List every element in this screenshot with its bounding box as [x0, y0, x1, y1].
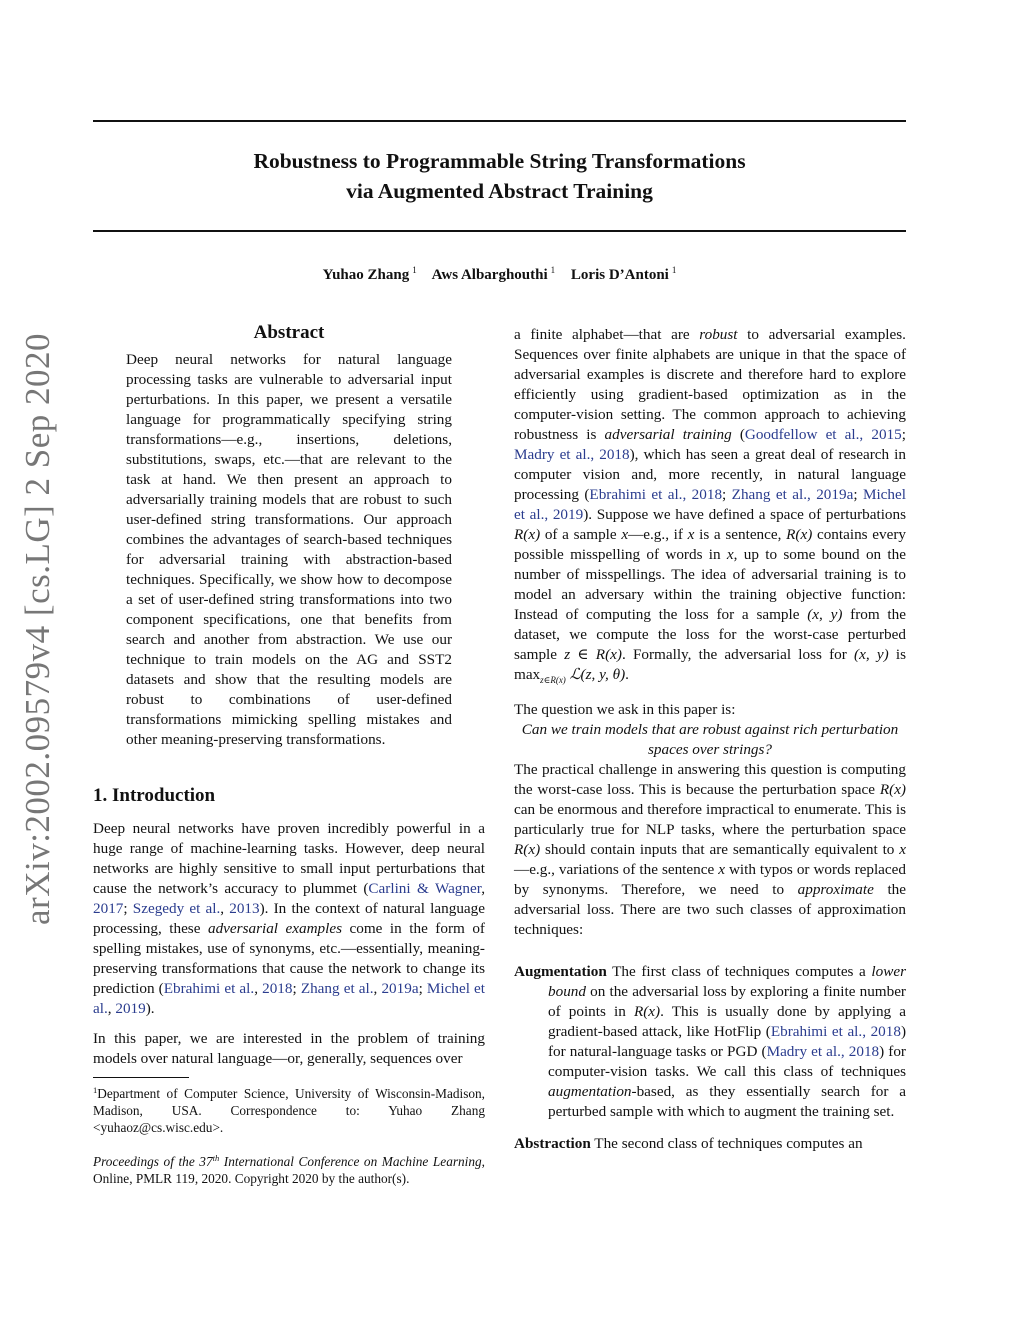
section-heading-introduction: 1. Introduction — [93, 785, 216, 806]
title-rule-top — [93, 120, 906, 122]
citation-link[interactable]: Zhang et al., 2019a — [731, 486, 854, 503]
author-name: Loris D’Antoni — [570, 267, 669, 283]
citation-link[interactable]: 2013 — [229, 900, 260, 917]
citation-link[interactable]: Carlini & Wagner — [368, 880, 482, 897]
citation-link[interactable]: Zhang et al. — [300, 980, 374, 997]
title-line-1: Robustness to Programmable String Transformations — [253, 149, 746, 173]
research-question: Can we train models that are robust against rich perturbation spaces over strings? — [521, 721, 899, 759]
title-rule-bottom — [93, 230, 906, 232]
abstraction-paragraph: Abstraction The second class of techniques computes an — [514, 1135, 863, 1153]
abstract-text: Deep neural networks for natural language processing tasks are vulnerable to adversarial input perturbations. In this paper, we present a versatile language for programmatically specifying string transformations—e.g., insertions, deletions, substitutions, swaps, etc.—that are relevant to the task at hand. We then present an approach to adversarially training models that are robust to such user-defined string transformations. Our approach combines the advantages of search-based techniques for adversarial training with abstraction-based techniques. Specifically, we show how to decompose a set of user-defined string transformations into two component specifications, one that benefits from search and another from abstraction. We use our technique to train models on the AG and SST2 datasets and show that the resulting models are robust to combinations of user-defined transformations mimicking spelling mistakes and other meaning-preserving transformations. — [126, 351, 452, 748]
author-affiliation: 1 — [671, 265, 677, 275]
footnote-rule — [93, 1077, 189, 1078]
citation-link[interactable]: 2019 — [115, 1000, 146, 1017]
author-affiliation: 1 — [550, 265, 556, 275]
abstract-body — [126, 350, 452, 750]
citation-link[interactable]: 2018 — [262, 980, 293, 997]
author-affiliation: 1 — [412, 265, 417, 275]
right-paragraph-1: a finite alphabet—that are robust to adversarial examples. Sequences over finite alphabets are unique in that the space of adversarial examples is discrete and therefore hard to explore efficiently using gradient-based optimization as in the computer-vision setting. The common approach to achieving robustness is adversarial training (Goodfellow et al., 2015; Madry et al., 2018), which has seen a great deal of research in computer vision and, more recently, in natural language processing (Ebrahimi et al., 2018; Zhang et al., 2019a; Michel et al., 2019). Suppose we have defined a space of perturbations R(x) of a sample x—e.g., if x is a sentence, R(x) contains every possible misspelling of words in x, up to some bound on the number of misspellings. The idea of adversarial training is to model an adversary within the training objective function: Instead of computing the loss for a sample (x, y) from the dataset, we compute the loss for the worst-case perturbed sample z ∈ R(x). Formally, the adversarial loss for (x, y) is $\max_{z\in R(x)}$ ℒ(z, y, θ). — [514, 326, 907, 686]
paper-title — [93, 146, 906, 206]
footnote-proceedings: Proceedings of the 37th International Conference on Machine Learning, Online, PMLR 119, 2020. Copyright 2020 by the author(s). — [93, 1153, 485, 1186]
citation-link[interactable]: Michel et al., 2019 — [514, 486, 906, 523]
abstract-heading: Abstract — [253, 322, 325, 343]
introduction-left-column — [93, 819, 485, 1069]
augmentation-paragraph: Augmentation The first class of techniques computes a lower bound on the adversarial loss by exploring a finite number of points in R(x). This is usually done by applying a gradient-based attack, like HotFlip (Ebrahimi et al., 2018) for natural-language tasks or PGD (Madry et al., 2018) for computer-vision tasks. We call this class of techniques augmentation-based, as they essentially search for a perturbed sample with which to augment the training set. — [514, 963, 907, 1121]
author-list — [93, 265, 906, 284]
arxiv-identifier: arXiv:2002.09579v4 [cs.LG] 2 Sep 2020 — [18, 332, 57, 925]
author-name: Aws Albarghouthi — [431, 267, 548, 283]
citation-link[interactable]: Madry et al., 2018 — [766, 1043, 880, 1061]
citation-link[interactable]: Szegedy et al. — [132, 900, 221, 917]
title-line-2: via Augmented Abstract Training — [346, 179, 653, 203]
citation-link[interactable]: Madry et al., 2018 — [514, 446, 630, 463]
citation-link[interactable]: Michel et al. — [93, 980, 485, 1017]
citation-link[interactable]: Ebrahimi et al. — [163, 980, 255, 997]
author-name: Yuhao Zhang — [322, 267, 410, 283]
intro-paragraph-1: Deep neural networks have proven incredibly powerful in a huge range of machine-learning tasks. However, deep neural networks are highly sensitive to small input perturbations that cause the network’s accuracy to plummet (Carlini & Wagner, 2017; Szegedy et al., 2013). In the context of natural language processing, these adversarial examples come in the form of spelling mistakes, use of synonyms, etc.—essentially, meaning-preserving transformations that cause the network to change its prediction (Ebrahimi et al., 2018; Zhang et al., 2019a; Michel et al., 2019). — [93, 820, 485, 1017]
footnote-affiliation: $^1$Department of Computer Science, University of Wisconsin-Madison, Madison, USA. Correspondence to: Yuhao Zhang <yuhaoz@cs.wisc.edu>. — [93, 1085, 485, 1135]
citation-link[interactable]: Goodfellow et al., 2015 — [744, 426, 902, 443]
citation-link[interactable]: Ebrahimi et al., 2018 — [770, 1023, 901, 1041]
right-paragraph-3: The practical challenge in answering this question is computing the worst-case loss. This is because the perturbation space R(x) can be enormous and therefore impractical to enumerate. This is particularly true for NLP tasks, where the perturbation space R(x) should contain inputs that are semantically equivalent to x—e.g., variations of the sentence x with typos or words replaced by synonyms. Therefore, we need to approximate the adversarial loss. There are two such classes of approximation techniques: — [514, 761, 906, 939]
augmentation-heading: Augmentation — [514, 963, 607, 981]
intro-paragraph-2: In this paper, we are interested in the problem of training models over natural language—or, generally, sequences over — [93, 1030, 485, 1067]
introduction-right-column — [514, 325, 906, 1154]
citation-link[interactable]: 2019a — [381, 980, 419, 997]
citation-link[interactable]: 2017 — [93, 900, 124, 917]
citation-link[interactable]: Ebrahimi et al., 2018 — [589, 486, 723, 503]
right-paragraph-2: The question we ask in this paper is: — [514, 701, 736, 719]
abstraction-heading: Abstraction — [514, 1135, 591, 1153]
